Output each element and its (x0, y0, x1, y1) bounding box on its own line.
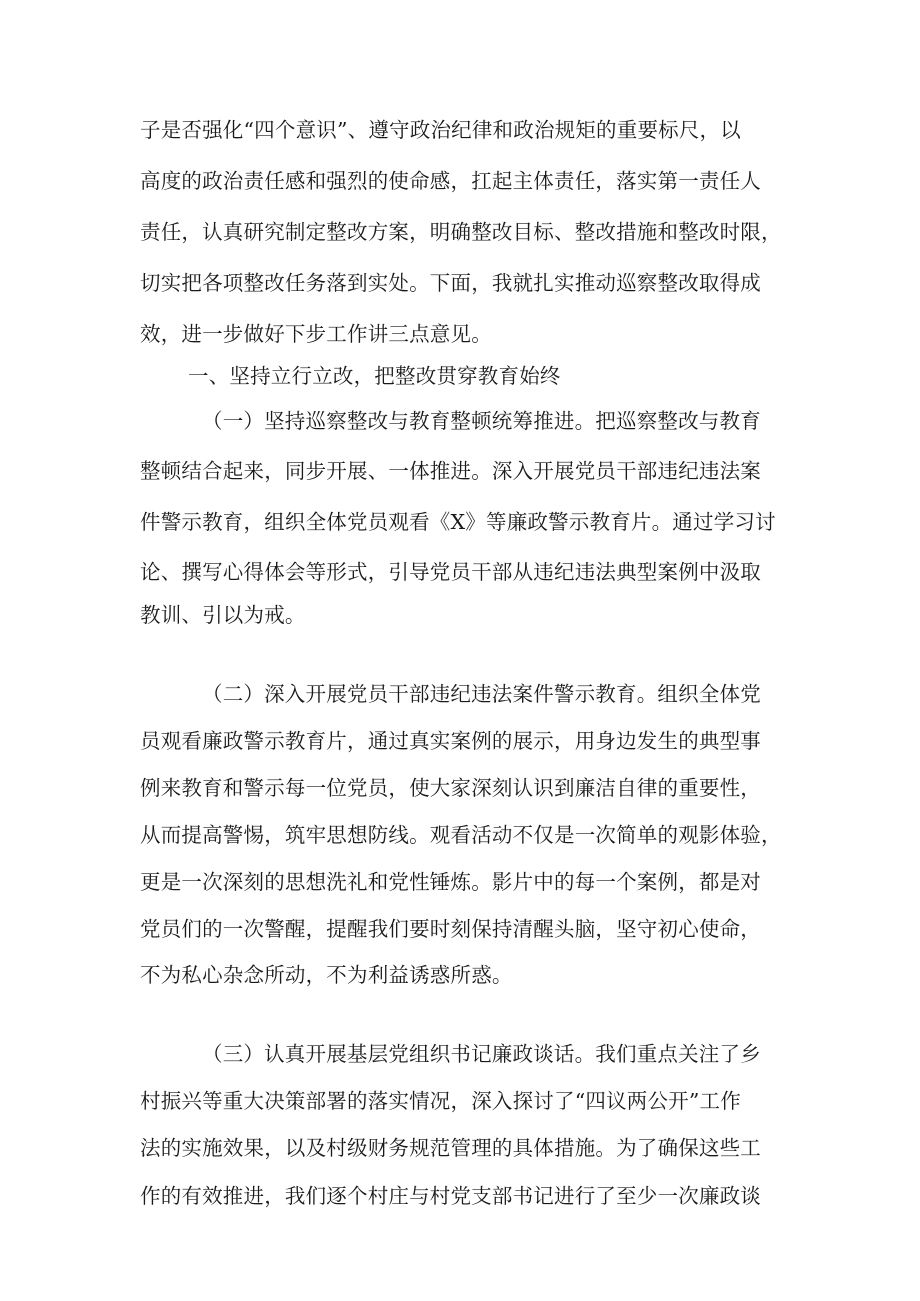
text-line: （一）坚持巡察整改与教育整顿统筹推进。把巡察整改与教育 (202, 409, 761, 433)
text-line: 从而提高警惕，筑牢思想防线。观看活动不仅是一次简单的观影体验， (140, 823, 782, 847)
text-line: 村振兴等重大决策部署的落实情况，深入探讨了“四议两公开”工作 (140, 1089, 741, 1113)
text-line: 作的有效推进，我们逐个村庄与村党支部书记进行了至少一次廉政谈 (140, 1184, 761, 1208)
text-line: 教训、引以为戒。 (140, 603, 306, 627)
text-line: 高度的政治责任感和强烈的使命感，扛起主体责任，落实第一责任人 (140, 169, 761, 193)
text-line: 子是否强化“四个意识”、遵守政治纪律和政治规矩的重要标尺，以 (140, 118, 741, 142)
text-line: 整顿结合起来，同步开展、一体推进。深入开展党员干部违纪违法案 (140, 459, 761, 483)
text-line: 不为私心杂念所动，不为利益诱惑所惑。 (140, 963, 513, 987)
text-line: 责任，认真研究制定整改方案，明确整改目标、整改措施和整改时限， (140, 220, 782, 244)
text-line: （三）认真开展基层党组织书记廉政谈话。我们重点关注了乡 (202, 1042, 761, 1066)
text-line: （二）深入开展党员干部违纪违法案件警示教育。组织全体党 (202, 682, 761, 706)
text-line: 更是一次深刻的思想洗礼和党性锤炼。影片中的每一个案例，都是对 (140, 870, 761, 894)
text-line: 件警示教育，组织全体党员观看《X》等廉政警示教育片。通过学习讨 (140, 510, 776, 534)
section-heading: 一、坚持立行立改，把整改贯穿教育始终 (188, 364, 561, 388)
text-line: 党员们的一次警醒，提醒我们要时刻保持清醒头脑，坚守初心使命， (140, 917, 761, 941)
text-line: 员观看廉政警示教育片，通过真实案例的展示，用身边发生的典型事 (140, 729, 761, 753)
text-line: 效，进一步做好下步工作讲三点意见。 (140, 322, 492, 346)
text-line: 例来教育和警示每一位党员，使大家深刻认识到廉洁自律的重要性， (140, 776, 761, 800)
text-line: 法的实施效果，以及村级财务规范管理的具体措施。为了确保这些工 (140, 1136, 761, 1160)
text-line: 切实把各项整改任务落到实处。下面，我就扎实推动巡察整改取得成 (140, 271, 761, 295)
text-line: 论、撰写心得体会等形式，引导党员干部从违纪违法典型案例中汲取 (140, 560, 761, 584)
